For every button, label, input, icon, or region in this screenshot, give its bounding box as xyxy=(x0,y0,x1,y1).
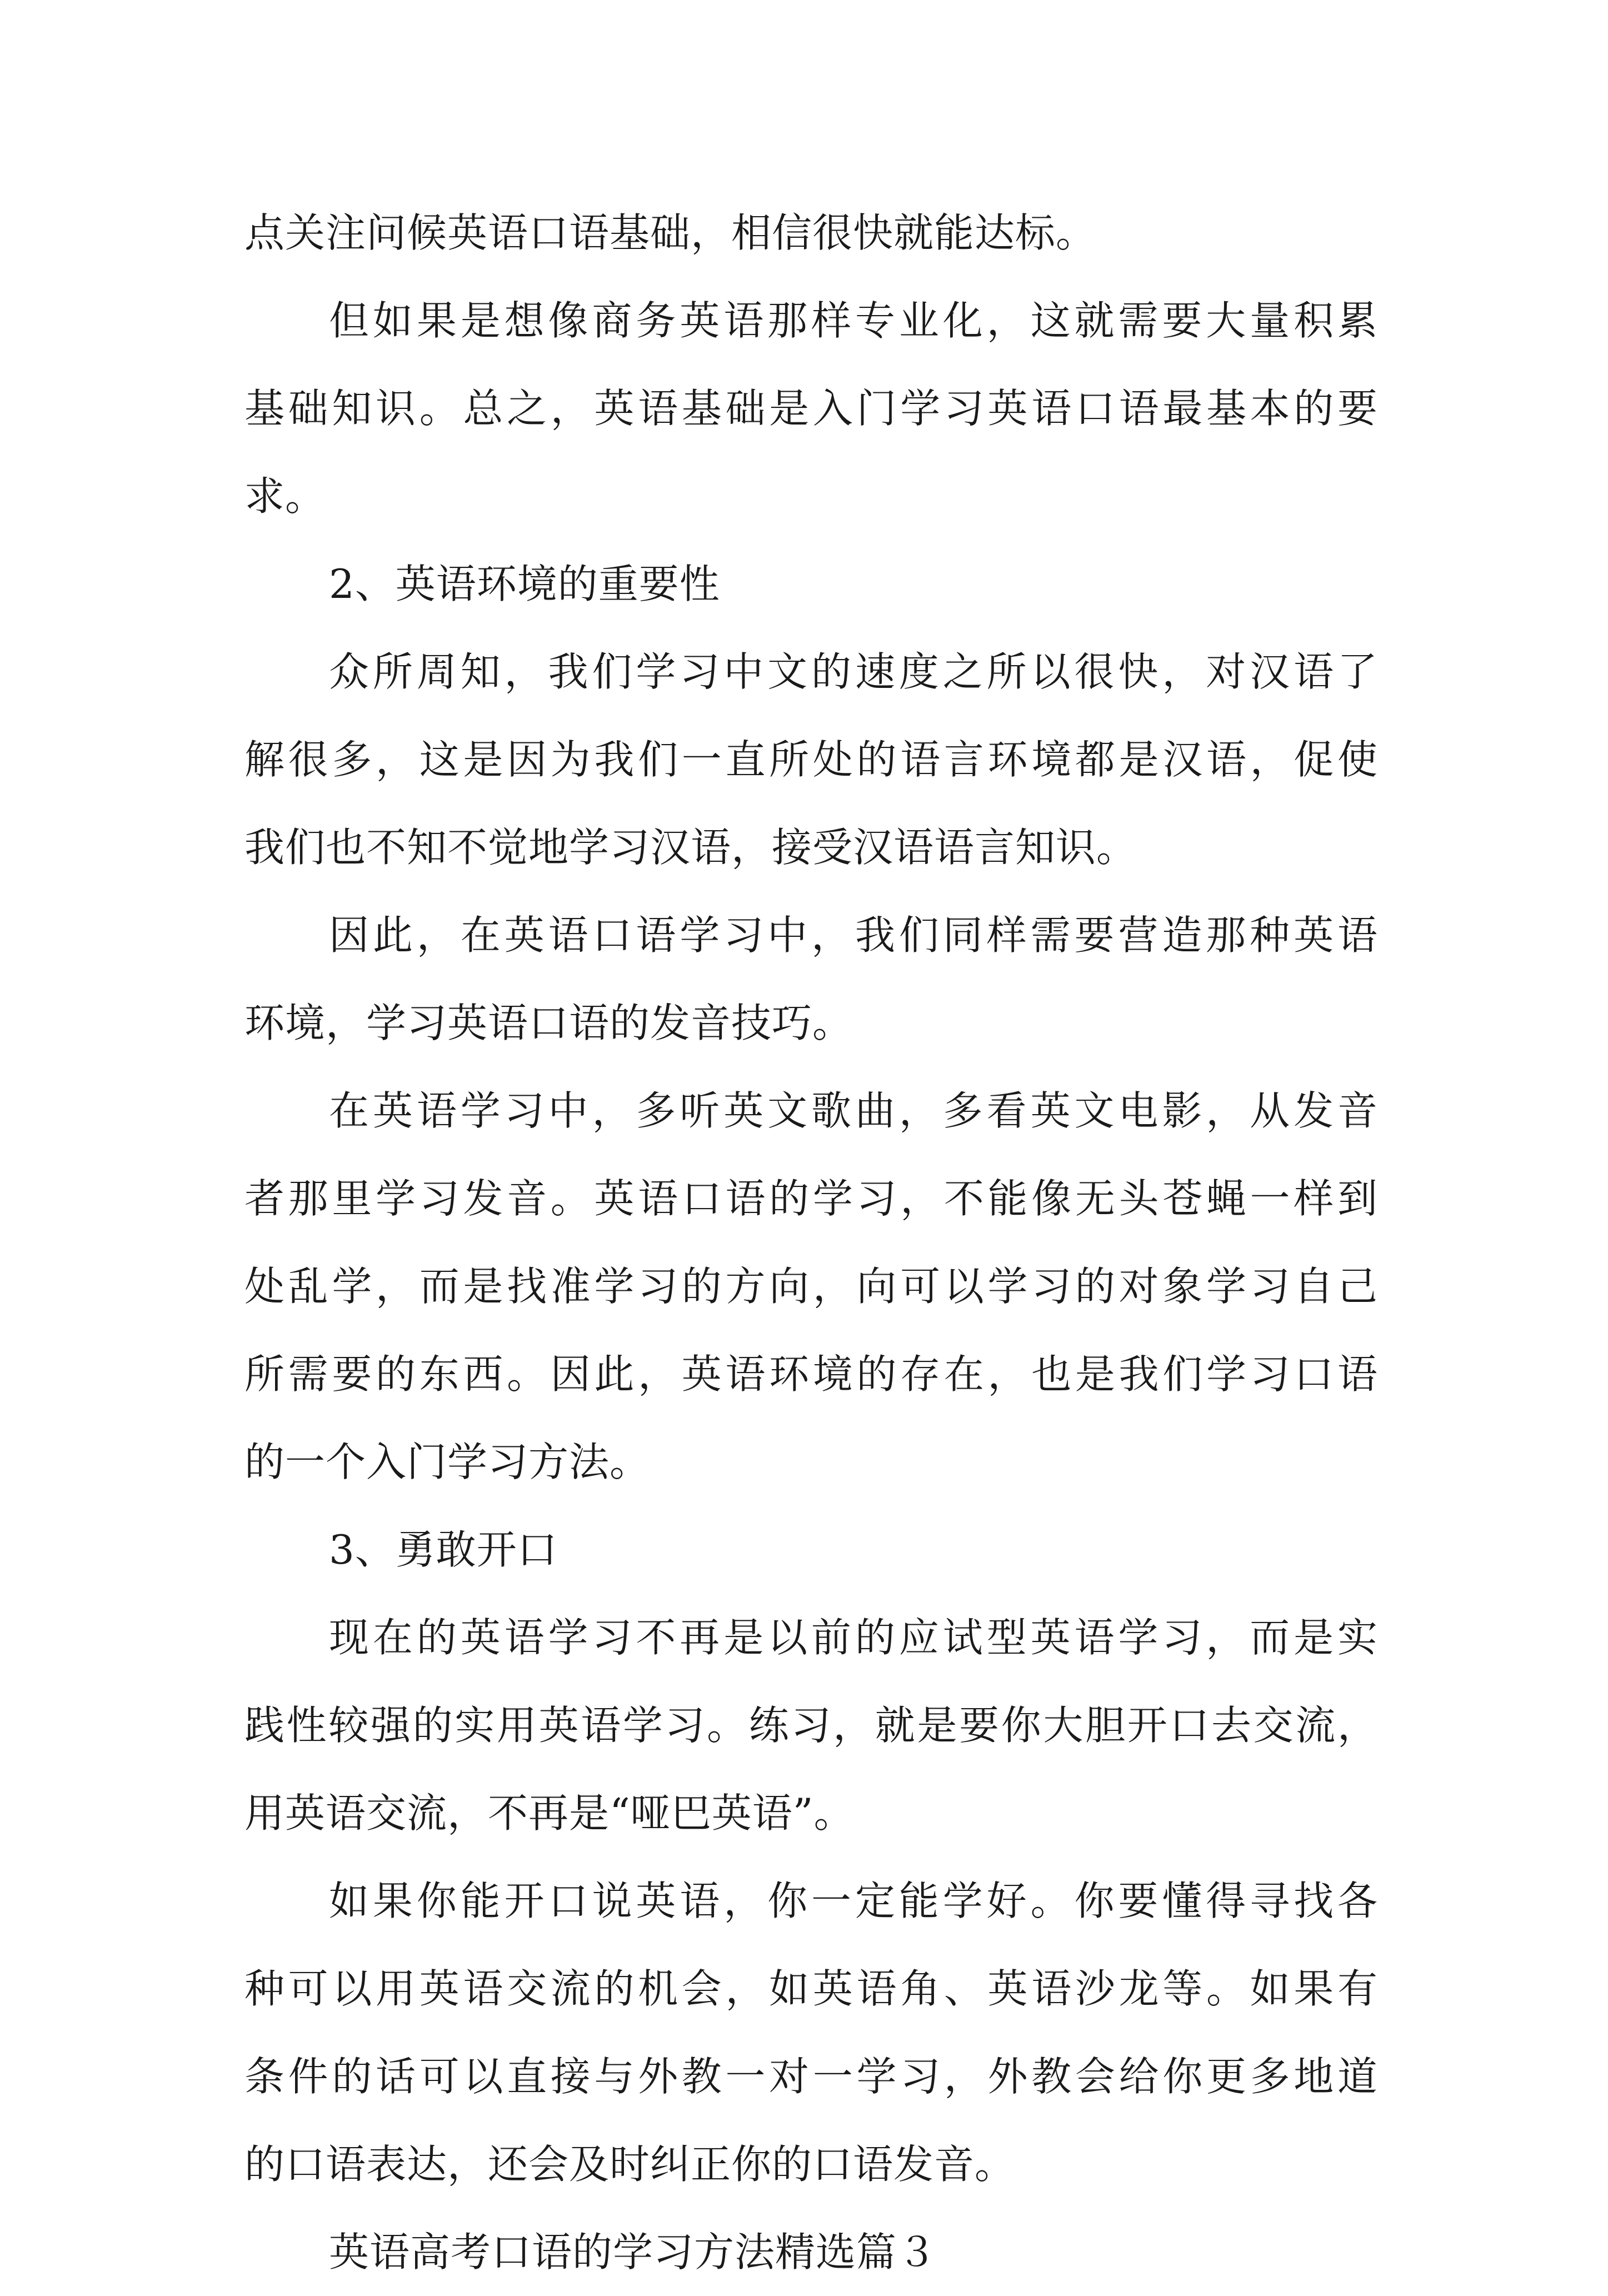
text-line: 基础知识。总之，英语基础是入门学习英语口语最基本的要 xyxy=(244,385,1378,432)
section-heading: 3、勇敢开口 xyxy=(329,1526,558,1573)
paragraph-start-line: 因此，在英语口语学习中，我们同样需要营造那种英语 xyxy=(329,912,1378,959)
text-line: 我们也不知不觉地学习汉语，接受汉语语言知识。 xyxy=(244,824,1137,871)
text-line: 解很多，这是因为我们一直所处的语言环境都是汉语，促使 xyxy=(244,736,1378,783)
text-line: 处乱学，而是找准学习的方向，向可以学习的对象学习自己 xyxy=(244,1263,1378,1310)
text-line: 用英语交流，不再是“哑巴英语”。 xyxy=(244,1790,855,1836)
paragraph-start-line: 在英语学习中，多听英文歌曲，多看英文电影，从发音 xyxy=(329,1087,1378,1134)
text-line: 者那里学习发音。英语口语的学习，不能像无头苍蝇一样到 xyxy=(244,1175,1378,1222)
body-text xyxy=(244,189,1378,2296)
section-heading: 英语高考口语的学习方法精选篇３ xyxy=(329,2229,938,2275)
text-line: 环境，学习英语口语的发音技巧。 xyxy=(244,1000,853,1046)
section-heading: 2、英语环境的重要性 xyxy=(329,561,720,607)
paragraph-start-line: 众所周知，我们学习中文的速度之所以很快，对汉语了 xyxy=(329,648,1378,695)
text-line: 求。 xyxy=(244,473,326,520)
paragraph-start-line: 但如果是想像商务英语那样专业化，这就需要大量积累 xyxy=(329,297,1378,344)
text-line: 条件的话可以直接与外教一对一学习，外教会给你更多地道 xyxy=(244,2053,1378,2100)
text-line: 的一个入门学习方法。 xyxy=(244,1439,651,1485)
text-line: 种可以用英语交流的机会，如英语角、英语沙龙等。如果有 xyxy=(244,1965,1378,2012)
text-line: 的口语表达，还会及时纠正你的口语发音。 xyxy=(244,2141,1016,2188)
paragraph-start-line: 如果你能开口说英语，你一定能学好。你要懂得寻找各 xyxy=(329,1878,1378,1924)
text-line: 所需要的东西。因此，英语环境的存在，也是我们学习口语 xyxy=(244,1351,1378,1397)
text-line: 践性较强的实用英语学习。练习，就是要你大胆开口去交流， xyxy=(244,1702,1378,1749)
text-line: 点关注问候英语口语基础，相信很快就能达标。 xyxy=(244,209,1097,256)
paragraph-start-line: 现在的英语学习不再是以前的应试型英语学习，而是实 xyxy=(329,1614,1378,1661)
